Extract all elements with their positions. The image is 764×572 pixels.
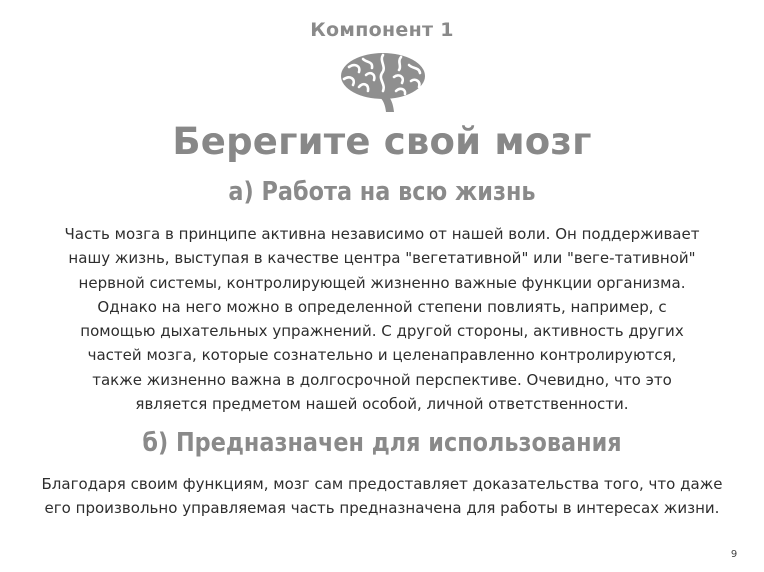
page-number: 9 [730,549,738,560]
paragraph-line: нашу жизнь, выступая в качестве центра "вегетативной" или "веге-тативной" [68,249,696,268]
paragraph-line: помощью дыхательных упражнений. С другой стороны, активность других [80,322,684,341]
paragraph-line: нервной системы, контролирующей жизненно важные функции организма. [78,273,686,292]
component-label: Компонент 1 [310,19,454,41]
paragraph-line: Однако на него можно в определенной степени повлиять, например, с [97,297,667,316]
page-title: Берегите свой мозг [172,120,592,163]
paragraph-line: Благодаря своим функциям, мозг сам предоставляет доказательства того, что даже [41,475,723,493]
paragraph-line: является предметом нашей особой, личной ответственности. [135,395,629,414]
section-b-paragraph [0,472,764,521]
paragraph-line: Часть мозга в принципе активна независимо от нашей воли. Он поддерживает [64,225,700,243]
section-heading-b: б) Предназначен для использования [142,428,622,458]
brain-icon [339,51,427,113]
paragraph-line: его произвольно управляемая часть предназначена для работы в интересах жизни. [44,499,720,518]
section-a-paragraph [0,222,764,416]
paragraph-line: также жизненно важна в долгосрочной перспективе. Очевидно, что это [92,370,672,389]
section-heading-a: а) Работа на всю жизнь [228,177,536,207]
paragraph-line: частей мозга, которые сознательно и целенаправленно контролируются, [87,346,677,365]
